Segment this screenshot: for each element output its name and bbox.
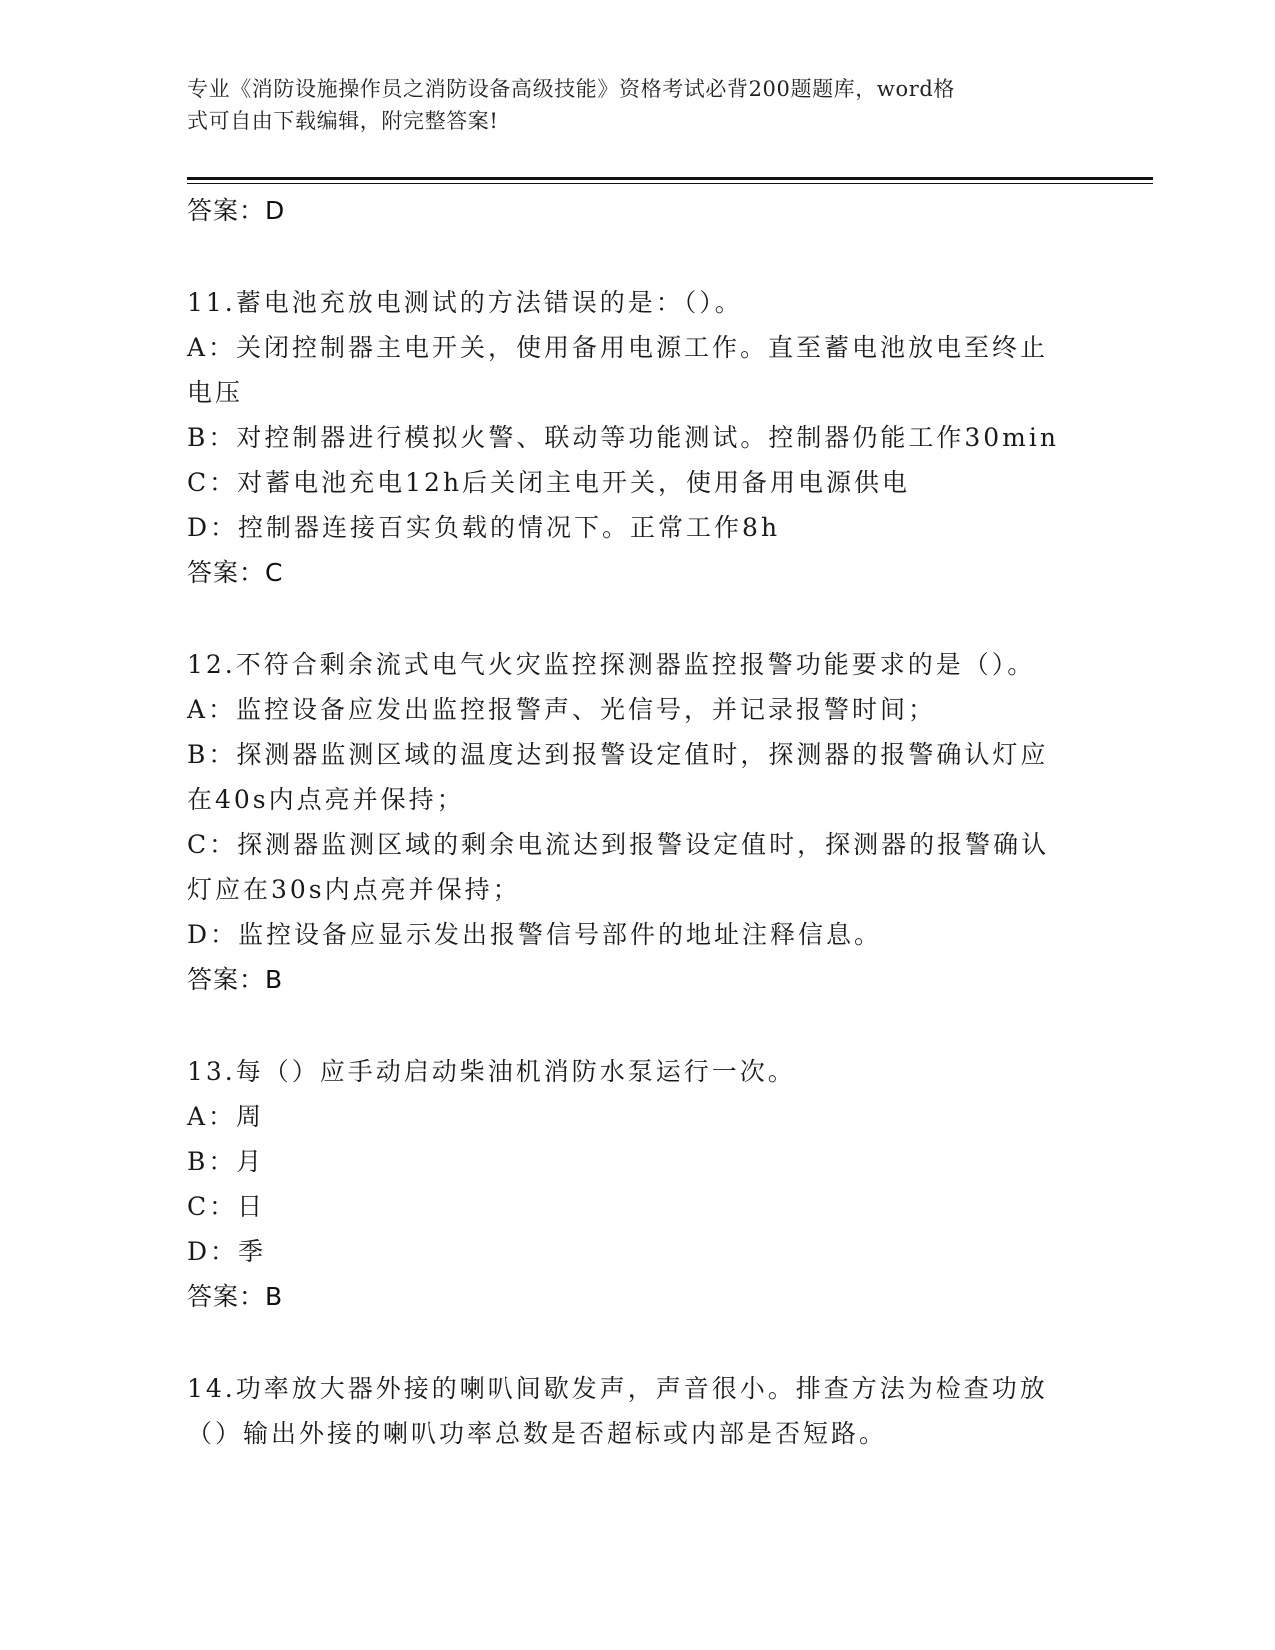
question-block-12 <box>187 642 1087 1002</box>
answer-line: 答案：B <box>187 1282 284 1311</box>
question-stem-continued: （）输出外接的喇叭功率总数是否超标或内部是否短路。 <box>187 1419 888 1448</box>
question-block-13 <box>187 1049 1087 1319</box>
header-line-2: 式可自由下载编辑，附完整答案! <box>187 109 499 133</box>
question-block-14 <box>187 1366 1087 1456</box>
option-line: 电压 <box>187 378 244 407</box>
option-line: B：探测器监测区域的温度达到报警设定值时，探测器的报警确认灯应 <box>187 740 1049 769</box>
question-content <box>187 188 1087 1456</box>
spacer <box>187 233 1087 280</box>
question-stem: 14.功率放大器外接的喇叭间歇发声，声音很小。排查方法为检查功放 <box>187 1374 1048 1403</box>
option-line: B：对控制器进行模拟火警、联动等功能测试。控制器仍能工作30min <box>187 423 1059 452</box>
header-line-1: 专业《消防设施操作员之消防设备高级技能》资格考试必背200题题库，word格 <box>187 77 955 101</box>
answer-line: 答案：C <box>187 558 284 587</box>
option-line: 灯应在30s内点亮并保持； <box>187 875 521 904</box>
question-stem: 12.不符合剩余流式电气火灾监控探测器监控报警功能要求的是（）。 <box>187 650 1036 679</box>
spacer <box>187 1002 1087 1049</box>
option-line: A：关闭控制器主电开关，使用备用电源工作。直至蓄电池放电至终止 <box>187 333 1049 362</box>
option-line: 在40s内点亮并保持； <box>187 785 465 814</box>
option-line: C：对蓄电池充电12h后关闭主电开关，使用备用电源供电 <box>187 468 911 497</box>
option-line: D：控制器连接百实负载的情况下。正常工作8h <box>187 513 781 542</box>
option-line: C：探测器监测区域的剩余电流达到报警设定值时，探测器的报警确认 <box>187 830 1050 859</box>
document-header <box>187 73 1067 137</box>
option-line: A：周 <box>187 1102 265 1131</box>
option-line: A：监控设备应发出监控报警声、光信号，并记录报警时间； <box>187 695 937 724</box>
header-divider-thin <box>187 183 1153 184</box>
question-stem: 11.蓄电池充放电测试的方法错误的是：（）。 <box>187 288 743 317</box>
option-line: C：日 <box>187 1192 266 1221</box>
spacer <box>187 595 1087 642</box>
header-divider-thick <box>187 177 1153 180</box>
spacer <box>187 1319 1087 1366</box>
question-stem: 13.每（）应手动启动柴油机消防水泵运行一次。 <box>187 1057 796 1086</box>
previous-answer: 答案：D <box>187 196 286 225</box>
question-block-11 <box>187 280 1087 595</box>
option-line: D：监控设备应显示发出报警信号部件的地址注释信息。 <box>187 920 883 949</box>
option-line: B：月 <box>187 1147 265 1176</box>
answer-line: 答案：B <box>187 965 284 994</box>
option-line: D：季 <box>187 1237 267 1266</box>
